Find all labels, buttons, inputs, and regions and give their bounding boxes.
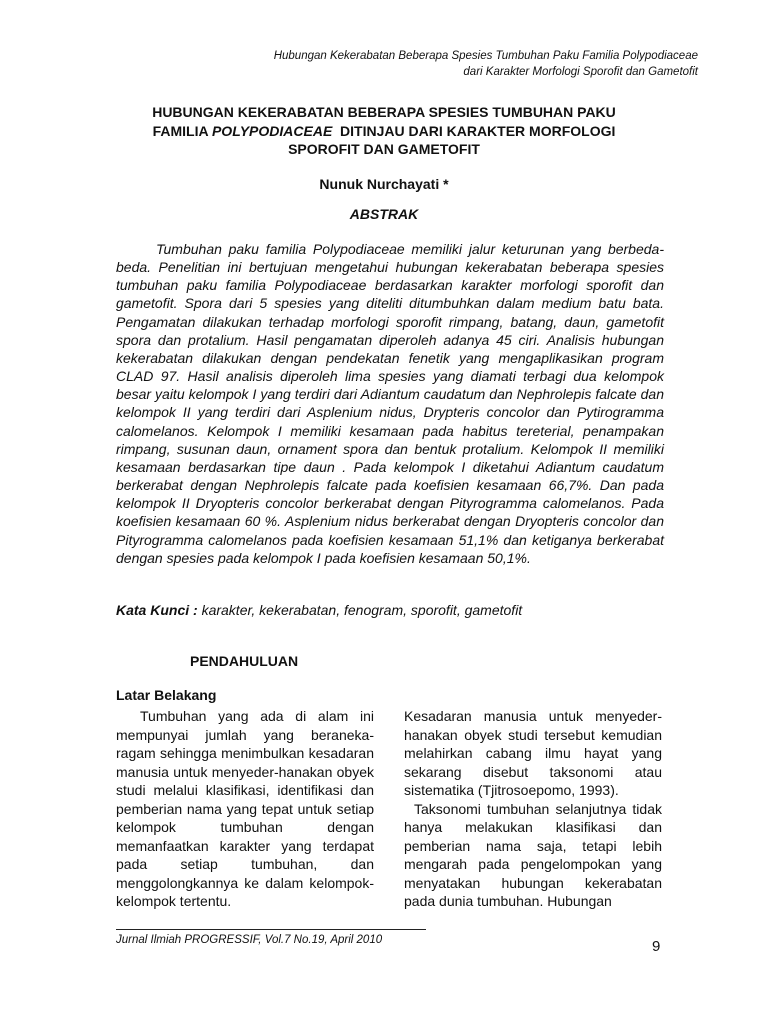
right-column (404, 707, 662, 911)
section-heading: PENDAHULUAN (190, 653, 299, 669)
running-head-line-1: Hubungan Kekerabatan Beberapa Spesies Tumbuhan Paku Familia Polypodiaceae (273, 50, 698, 62)
title-line-1: HUBUNGAN KEKERABATAN BEBERAPA SPESIES TUMBUHAN PAKU (152, 104, 616, 120)
footer-divider (116, 929, 426, 930)
paper-title (110, 103, 658, 159)
running-head-line-2: dari Karakter Morfologi Sporofit dan Gametofit (463, 66, 698, 78)
title-line-2 (110, 122, 658, 141)
keywords-value: karakter, kekerabatan, fenogram, sporofit, gametofit (197, 602, 523, 618)
author-name: Nunuk Nurchayati * (319, 176, 449, 192)
left-column (116, 707, 374, 911)
subsection-heading: Latar Belakang (116, 687, 217, 703)
right-column-paragraph-1: Kesadaran manusia untuk menyeder-hanakan obyek studi tersebut kemudian melahirkan cabang ilmu hayat yang sekarang disebut taksonomi atau sistematika (Tjitrosoepomo, 1993). (404, 708, 662, 798)
left-column-paragraph-1: Tumbuhan yang ada di alam ini mempunyai jumlah yang beraneka-ragam sehingga menimbulkan kesadaran manusia untuk menyeder-hanakan obyek studi melalui klasifikasi, identifikasi dan pemberian nama yang tepat untuk setiap kelompok tumbuhan dengan memanfaatkan karakter yang terdapat pada setiap tumbuhan, dan menggolongkannya ke dalam kelompok-kelompok tertentu. (116, 708, 374, 909)
keywords-label: Kata Kunci : (116, 602, 198, 618)
footer-journal-citation: Jurnal Ilmiah PROGRESSIF, Vol.7 No.19, April 2010 (116, 934, 383, 946)
keywords (116, 602, 664, 618)
running-head (274, 48, 698, 80)
title-line-3: SPOROFIT DAN GAMETOFIT (288, 141, 480, 157)
title-line-2-end: DITINJAU DARI KARAKTER MORFOLOGI (332, 122, 616, 139)
title-family-name: POLYPODIACEAE (211, 122, 333, 139)
title-line-2-start: FAMILIA (152, 122, 212, 139)
right-column-paragraph-2: Taksonomi tumbuhan selanjutnya tidak hanya melakukan klasifikasi dan pemberian nama saja, tetapi lebih mengarah pada pengelompokan yang menyatakan hubungan kekerabatan pada dunia tumbuhan. Hubungan (404, 800, 662, 909)
abstract-heading: ABSTRAK (349, 206, 419, 222)
abstract-body: Tumbuhan paku familia Polypodiaceae memiliki jalur keturunan yang berbeda-beda. Penelitian ini bertujuan mengetahui hubungan kekerabatan beberapa spesies tumbuhan paku familia Polypodiaceae berdasarkan karakter morfologi sporofit dan gametofit. Spora dari 5 spesies yang diteliti ditumbuhkan dalam medium batu bata. Pengamatan dilakukan terhadap morfologi sporofit rimpang, batang, daun, gametofit spora dan protalium. Hasil pengamatan diperoleh adanya 45 ciri. Analisis hubungan kekerabatan dilakukan dengan pendekatan fenetik yang mengaplikasikan program CLAD 97. Hasil analisis diperoleh lima spesies yang diamati terbagi dua kelompok besar yaitu kelompok I yang terdiri dari Adiantum caudatum dan Nephrolepis falcate dan kelompok II yang terdiri dari Asplenium nidus, Drypteris concolor dan Pytirogramma calomelanos. Kelompok I memiliki kesamaan pada habitus tereterial, penampakan rimpang, susunan daun, ornament spora dan bentuk protalium. Kelompok II memiliki kesamaan berdasarkan tipe daun . Pada kelompok I diketahui Adiantum caudatum berkerabat dengan Nephrolepis falcate pada koefisien kesamaan 66,7%. Dan pada kelompok II Dryopteris concolor berkerabat dengan Pityrogramma calomelanos. Pada koefisien kesamaan 60 %. Asplenium nidus berkerabat dengan Dryopteris concolor dan Pityrogramma calomelanos pada koefisien kesamaan 51,1% dan ketiganya berkerabat dengan spesies pada kelompok I pada koefisien kesamaan 50,1%. (116, 241, 664, 566)
page-number: 9 (652, 938, 661, 955)
